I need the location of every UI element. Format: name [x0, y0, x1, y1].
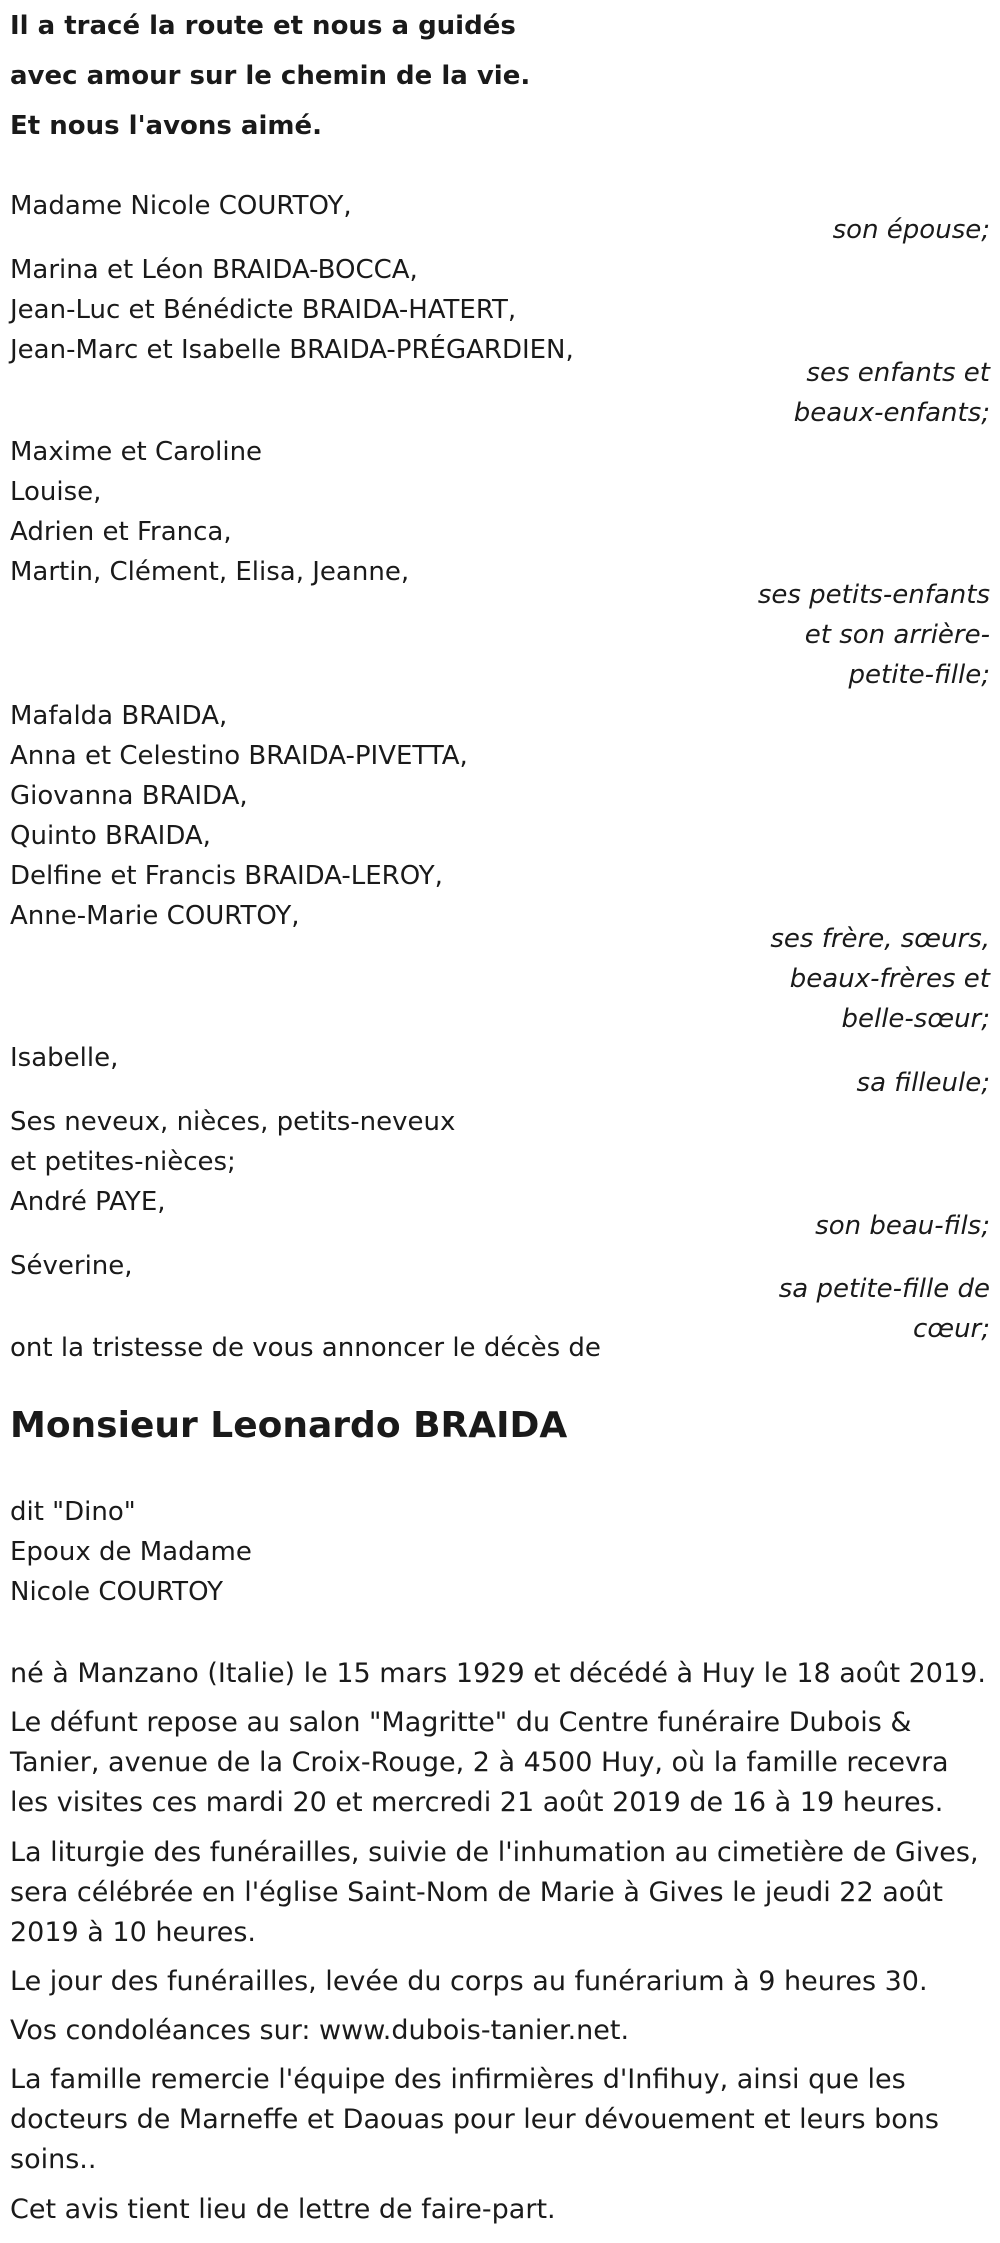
grandchild-line-2: Louise, — [10, 477, 102, 507]
sibling-line-6: Anne-Marie COURTOY, — [10, 901, 300, 931]
deceased-spouse-line-1: Epoux de Madame — [10, 1537, 252, 1567]
sibling-line-5: Delfine et Francis BRAIDA-LEROY, — [10, 861, 443, 891]
child-line-3: Jean-Marc et Isabelle BRAIDA-PRÉGARDIEN, — [10, 335, 574, 365]
poem-line-2: avec amour sur le chemin de la vie. — [10, 61, 531, 91]
deceased-nickname: dit "Dino" — [10, 1497, 136, 1527]
birth-death-line: né à Manzano (Italie) le 15 mars 1929 et décédé à Huy le 18 août 2019. — [10, 1658, 986, 1689]
stepson-role: son beau-fils; — [815, 1211, 990, 1241]
grandchildren-role-3: petite-fille; — [848, 660, 990, 690]
poem-line-1: Il a tracé la route et nous a guidés — [10, 11, 516, 41]
children-role-1: ses enfants et — [806, 358, 990, 388]
sibling-line-4: Quinto BRAIDA, — [10, 821, 211, 851]
goddaughter-role: sa filleule; — [856, 1068, 990, 1098]
repose-paragraph: Le défunt repose au salon "Magritte" du Centre funéraire Dubois & Tanier, avenue de la Croix-Rouge, 2 à 4500 Huy, où la famille recevra les visites ces mardi 20 et mercredi 21 août 2019 de 16 à 19 heures. — [10, 1707, 949, 1818]
nephews-line-2: et petites-nièces; — [10, 1147, 236, 1177]
thanks-paragraph: La famille remercie l'équipe des infirmières d'Infihuy, ainsi que les docteurs de Marneffe et Daouas pour leur dévouement et leurs bons soins.. — [10, 2064, 939, 2175]
spouse-name: Madame Nicole COURTOY, — [10, 191, 352, 221]
levee-line: Le jour des funérailles, levée du corps au funérarium à 9 heures 30. — [10, 1966, 928, 1997]
notice-line: Cet avis tient lieu de lettre de faire-part. — [10, 2194, 556, 2225]
heart-granddaughter-role-2: cœur; — [913, 1314, 990, 1344]
liturgy-paragraph: La liturgie des funérailles, suivie de l'inhumation au cimetière de Gives, sera célébrée en l'église Saint-Nom de Marie à Gives le jeudi 22 août 2019 à 10 heures. — [10, 1837, 979, 1948]
announcement: ont la tristesse de vous annoncer le décès de — [10, 1333, 601, 1363]
stepson-name: André PAYE, — [10, 1187, 166, 1217]
grandchildren-role-1: ses petits-enfants — [757, 580, 990, 610]
sibling-line-3: Giovanna BRAIDA, — [10, 781, 248, 811]
grandchild-line-3: Adrien et Franca, — [10, 517, 232, 547]
child-line-2: Jean-Luc et Bénédicte BRAIDA-HATERT, — [10, 295, 517, 325]
grandchild-line-4: Martin, Clément, Elisa, Jeanne, — [10, 557, 410, 587]
sibling-line-2: Anna et Celestino BRAIDA-PIVETTA, — [10, 741, 468, 771]
child-line-1: Marina et Léon BRAIDA-BOCCA, — [10, 255, 418, 285]
heart-granddaughter-role-1: sa petite-fille de — [778, 1274, 990, 1304]
poem-line-3: Et nous l'avons aimé. — [10, 111, 322, 141]
nephews-line-1: Ses neveux, nièces, petits-neveux — [10, 1107, 456, 1137]
sibling-line-1: Mafalda BRAIDA, — [10, 701, 228, 731]
grandchildren-role-2: et son arrière- — [804, 620, 990, 650]
siblings-role-2: beaux-frères et — [789, 964, 990, 994]
deceased-name: Monsieur Leonardo BRAIDA — [10, 1405, 568, 1446]
deceased-spouse-line-2: Nicole COURTOY — [10, 1577, 223, 1607]
grandchild-line-1: Maxime et Caroline — [10, 437, 263, 467]
siblings-role-1: ses frère, sœurs, — [770, 924, 990, 954]
heart-granddaughter-name: Séverine, — [10, 1251, 133, 1281]
siblings-role-3: belle-sœur; — [841, 1004, 990, 1034]
spouse-role: son épouse; — [832, 215, 990, 245]
condolences-line: Vos condoléances sur: www.dubois-tanier.net. — [10, 2015, 630, 2046]
goddaughter-name: Isabelle, — [10, 1043, 119, 1073]
children-role-2: beaux-enfants; — [793, 398, 990, 428]
